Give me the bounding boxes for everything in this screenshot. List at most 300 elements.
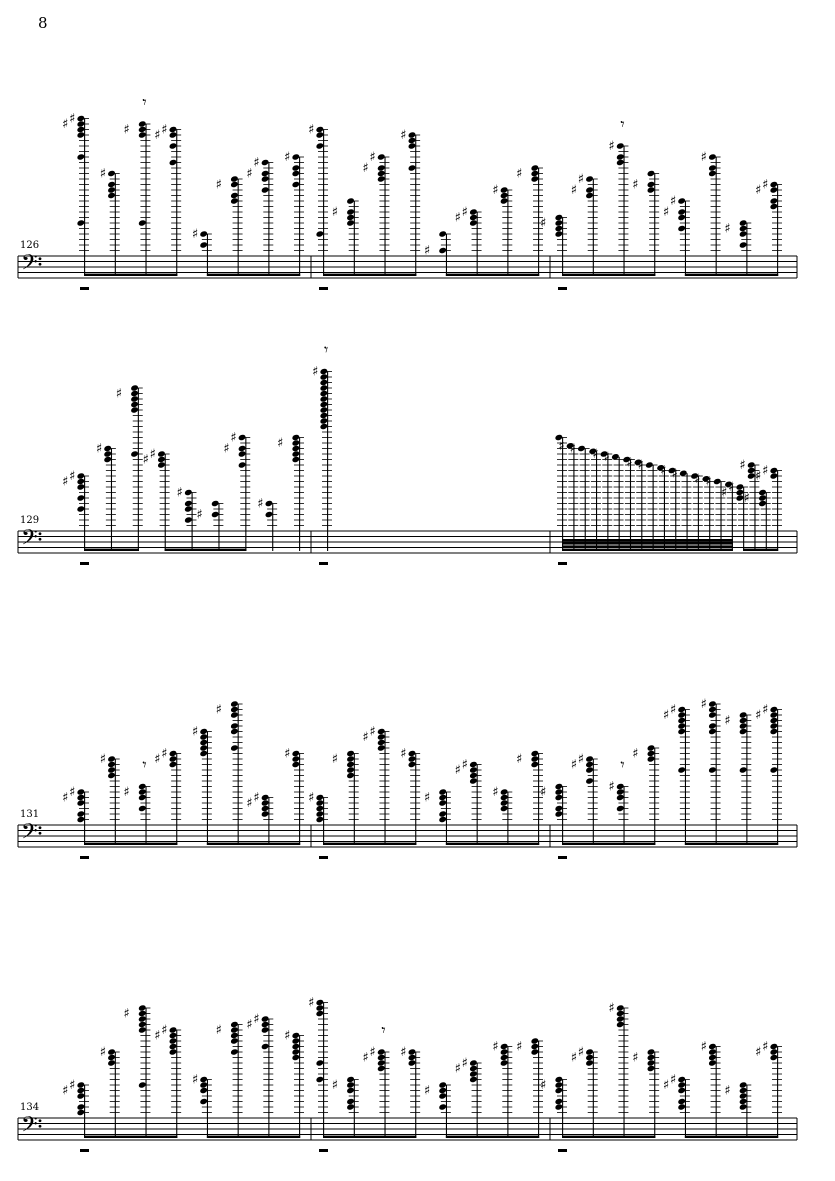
notehead bbox=[138, 805, 147, 812]
notehead bbox=[316, 794, 325, 801]
sharp-icon: ♯ bbox=[284, 1028, 291, 1044]
notehead bbox=[77, 472, 86, 479]
notehead bbox=[739, 241, 748, 248]
beam bbox=[562, 1136, 655, 1138]
notehead bbox=[585, 186, 594, 193]
notehead bbox=[138, 1015, 147, 1022]
notehead bbox=[408, 755, 417, 762]
eighth-rest-icon: 𝄾 bbox=[324, 340, 329, 359]
sharp-icon: ♯ bbox=[369, 724, 376, 740]
notehead bbox=[770, 766, 779, 773]
notehead bbox=[708, 766, 717, 773]
notehead bbox=[77, 799, 86, 806]
notehead bbox=[157, 456, 166, 463]
sharp-icon: ♯ bbox=[215, 177, 222, 193]
sharp-icon: ♯ bbox=[570, 757, 578, 773]
eighth-rest-icon: 𝄾 bbox=[620, 114, 625, 134]
notehead bbox=[377, 1065, 386, 1072]
sharp-icon: ♯ bbox=[540, 785, 547, 800]
measure-number: 126 bbox=[20, 240, 40, 251]
whole-rest bbox=[319, 856, 328, 859]
notehead bbox=[377, 1048, 386, 1055]
notehead bbox=[346, 1081, 355, 1088]
measure-number: 131 bbox=[20, 809, 40, 820]
sharp-icon: ♯ bbox=[369, 150, 376, 165]
sharp-icon: ♯ bbox=[196, 507, 203, 523]
beam bbox=[207, 843, 300, 845]
notehead bbox=[739, 711, 748, 718]
sharp-icon: ♯ bbox=[637, 458, 644, 473]
notehead bbox=[346, 750, 355, 757]
notehead bbox=[320, 417, 329, 424]
notehead bbox=[585, 1054, 594, 1061]
notehead bbox=[770, 197, 779, 204]
notehead bbox=[77, 483, 86, 490]
notehead bbox=[408, 142, 417, 149]
notehead bbox=[130, 395, 139, 402]
whole-rest bbox=[319, 287, 328, 290]
bass-clef-icon: 𝄢 bbox=[21, 1112, 38, 1143]
notehead bbox=[230, 1032, 239, 1039]
notehead bbox=[169, 126, 178, 133]
notehead bbox=[616, 142, 625, 149]
notehead bbox=[138, 783, 147, 790]
notehead bbox=[408, 131, 417, 138]
notehead bbox=[346, 214, 355, 221]
sharp-icon: ♯ bbox=[700, 150, 707, 165]
beam bbox=[323, 1136, 416, 1138]
notehead bbox=[169, 142, 178, 149]
sharp-icon: ♯ bbox=[257, 496, 264, 512]
notehead bbox=[238, 450, 247, 457]
notehead bbox=[230, 722, 239, 729]
notehead bbox=[739, 722, 748, 729]
notehead bbox=[647, 1065, 656, 1072]
notehead bbox=[555, 794, 564, 801]
sharp-icon: ♯ bbox=[246, 796, 253, 811]
notehead bbox=[531, 164, 540, 171]
notehead bbox=[238, 461, 247, 468]
notehead bbox=[677, 711, 686, 718]
notehead bbox=[77, 788, 86, 795]
notehead bbox=[677, 1076, 686, 1083]
notehead bbox=[320, 368, 329, 375]
notehead bbox=[320, 423, 329, 430]
beam bbox=[685, 1136, 778, 1138]
sharp-icon: ♯ bbox=[284, 150, 291, 165]
notehead bbox=[647, 755, 656, 762]
notehead bbox=[770, 1043, 779, 1050]
notehead bbox=[770, 717, 779, 724]
notehead bbox=[261, 186, 270, 193]
sharp-icon: ♯ bbox=[331, 752, 339, 767]
notehead bbox=[585, 755, 594, 762]
sharp-icon: ♯ bbox=[516, 166, 523, 182]
eighth-rest-icon: 𝄾 bbox=[142, 755, 147, 774]
notehead bbox=[157, 461, 166, 468]
notehead bbox=[469, 214, 478, 221]
sharp-icon: ♯ bbox=[762, 463, 769, 479]
notehead bbox=[320, 401, 329, 408]
notehead bbox=[77, 1081, 86, 1088]
notehead bbox=[77, 1109, 86, 1116]
notehead bbox=[316, 230, 325, 237]
notehead bbox=[677, 197, 686, 204]
beam bbox=[562, 539, 733, 541]
notehead bbox=[320, 379, 329, 386]
sharp-icon: ♯ bbox=[312, 364, 319, 380]
notehead bbox=[555, 805, 564, 812]
notehead bbox=[107, 192, 116, 199]
whole-rest bbox=[319, 1149, 328, 1152]
notehead bbox=[77, 505, 86, 512]
sharp-icon: ♯ bbox=[99, 752, 107, 767]
notehead bbox=[292, 181, 301, 188]
notehead bbox=[469, 1065, 478, 1072]
notehead bbox=[677, 1103, 686, 1110]
measure-number: 134 bbox=[20, 1102, 40, 1113]
page-number: 8 bbox=[38, 14, 48, 32]
beam bbox=[84, 1136, 177, 1138]
notehead bbox=[261, 794, 270, 801]
sharp-icon: ♯ bbox=[662, 205, 670, 220]
notehead bbox=[130, 384, 139, 391]
notehead bbox=[647, 170, 656, 177]
notehead bbox=[320, 406, 329, 413]
notehead bbox=[316, 1004, 325, 1011]
notehead bbox=[770, 706, 779, 713]
sharp-icon: ♯ bbox=[308, 995, 315, 1011]
sharp-icon: ♯ bbox=[362, 730, 369, 745]
notehead bbox=[770, 728, 779, 735]
sharp-icon: ♯ bbox=[669, 702, 677, 718]
notehead bbox=[346, 1087, 355, 1094]
beam bbox=[446, 1136, 539, 1138]
notehead bbox=[708, 164, 717, 171]
beam bbox=[562, 542, 733, 544]
notehead bbox=[346, 219, 355, 226]
sharp-icon: ♯ bbox=[660, 463, 667, 479]
notehead bbox=[438, 799, 447, 806]
notehead bbox=[616, 1021, 625, 1028]
sharp-icon: ♯ bbox=[762, 177, 769, 193]
notehead bbox=[103, 450, 112, 457]
sharp-icon: ♯ bbox=[284, 746, 291, 762]
sharp-icon: ♯ bbox=[423, 1083, 431, 1099]
notehead bbox=[265, 500, 274, 507]
sharp-icon: ♯ bbox=[277, 436, 284, 451]
notehead bbox=[377, 744, 386, 751]
notehead bbox=[708, 1059, 717, 1066]
notehead bbox=[103, 445, 112, 452]
notehead bbox=[708, 1048, 717, 1055]
beam bbox=[446, 843, 539, 845]
sharp-icon: ♯ bbox=[99, 1045, 107, 1060]
sharp-icon: ♯ bbox=[669, 1072, 677, 1088]
notehead bbox=[408, 750, 417, 757]
notehead bbox=[758, 489, 767, 496]
notehead bbox=[770, 203, 779, 210]
notehead bbox=[713, 478, 722, 485]
sharp-icon: ♯ bbox=[154, 128, 161, 143]
beam bbox=[562, 274, 655, 276]
notehead bbox=[555, 214, 564, 221]
notehead bbox=[770, 711, 779, 718]
notehead bbox=[292, 170, 301, 177]
beam bbox=[84, 274, 177, 276]
sharp-icon: ♯ bbox=[215, 702, 222, 718]
sharp-icon: ♯ bbox=[516, 752, 523, 767]
sharp-icon: ♯ bbox=[626, 455, 633, 471]
bass-clef-icon: 𝄢 bbox=[21, 525, 38, 556]
notehead bbox=[377, 728, 386, 735]
notehead bbox=[500, 1043, 509, 1050]
notehead bbox=[438, 810, 447, 817]
notehead bbox=[320, 390, 329, 397]
notehead bbox=[739, 717, 748, 724]
notehead bbox=[130, 390, 139, 397]
sharp-icon: ♯ bbox=[603, 449, 610, 465]
notehead bbox=[261, 810, 270, 817]
notehead bbox=[292, 434, 301, 441]
notehead bbox=[408, 1054, 417, 1061]
notehead bbox=[316, 1076, 325, 1083]
notehead bbox=[138, 1021, 147, 1028]
sharp-icon: ♯ bbox=[608, 139, 615, 154]
notehead bbox=[77, 219, 86, 226]
notehead bbox=[107, 761, 116, 768]
beam bbox=[562, 549, 733, 551]
sharp-icon: ♯ bbox=[558, 438, 565, 454]
sharp-icon: ♯ bbox=[492, 183, 499, 198]
notehead bbox=[261, 1021, 270, 1028]
notehead bbox=[261, 170, 270, 177]
notehead bbox=[770, 722, 779, 729]
notehead bbox=[199, 728, 208, 735]
notehead bbox=[469, 219, 478, 226]
notehead bbox=[77, 1103, 86, 1110]
sharp-icon: ♯ bbox=[461, 757, 468, 773]
sharp-icon: ♯ bbox=[608, 1001, 615, 1016]
sharp-icon: ♯ bbox=[99, 166, 107, 182]
notehead bbox=[346, 772, 355, 779]
notehead bbox=[500, 794, 509, 801]
notehead bbox=[199, 744, 208, 751]
sharp-icon: ♯ bbox=[632, 1050, 639, 1066]
notehead bbox=[230, 706, 239, 713]
notehead bbox=[377, 153, 386, 160]
notehead bbox=[408, 137, 417, 144]
notehead bbox=[758, 494, 767, 501]
notehead bbox=[77, 115, 86, 122]
notehead bbox=[316, 816, 325, 823]
notehead bbox=[107, 1054, 116, 1061]
notehead bbox=[107, 181, 116, 188]
notehead bbox=[531, 175, 540, 182]
whole-rest bbox=[80, 1149, 89, 1152]
sharp-icon: ♯ bbox=[253, 790, 260, 806]
notehead bbox=[261, 1015, 270, 1022]
notehead bbox=[585, 1059, 594, 1066]
notehead bbox=[230, 1037, 239, 1044]
sharp-icon: ♯ bbox=[69, 1078, 76, 1093]
notehead bbox=[77, 1087, 86, 1094]
sharp-icon: ♯ bbox=[755, 1045, 762, 1060]
notehead bbox=[585, 766, 594, 773]
sharp-icon: ♯ bbox=[62, 117, 69, 132]
notehead bbox=[346, 197, 355, 204]
notehead bbox=[555, 810, 564, 817]
notehead bbox=[230, 1048, 239, 1055]
notehead bbox=[261, 175, 270, 182]
notehead bbox=[739, 1081, 748, 1088]
notehead bbox=[199, 739, 208, 746]
notehead bbox=[438, 794, 447, 801]
notehead bbox=[585, 761, 594, 768]
sharp-icon: ♯ bbox=[743, 491, 750, 506]
sharp-icon: ♯ bbox=[461, 205, 468, 220]
notehead bbox=[531, 750, 540, 757]
notehead bbox=[211, 511, 220, 518]
notehead bbox=[469, 1076, 478, 1083]
sharp-icon: ♯ bbox=[632, 746, 639, 762]
notehead bbox=[677, 766, 686, 773]
notehead bbox=[770, 1054, 779, 1061]
sharp-icon: ♯ bbox=[253, 1012, 260, 1027]
notehead bbox=[346, 755, 355, 762]
notehead bbox=[736, 483, 745, 490]
sharp-icon: ♯ bbox=[191, 1072, 199, 1088]
sharp-icon: ♯ bbox=[253, 155, 260, 171]
notehead bbox=[377, 170, 386, 177]
notehead bbox=[708, 170, 717, 177]
notehead bbox=[77, 794, 86, 801]
notehead bbox=[316, 1010, 325, 1017]
notehead bbox=[230, 700, 239, 707]
notehead bbox=[184, 505, 193, 512]
beam bbox=[446, 274, 539, 276]
notehead bbox=[677, 225, 686, 232]
notehead bbox=[708, 728, 717, 735]
sharp-icon: ♯ bbox=[540, 1078, 547, 1093]
notehead bbox=[377, 1059, 386, 1066]
notehead bbox=[230, 192, 239, 199]
notehead bbox=[169, 1026, 178, 1033]
notehead bbox=[292, 153, 301, 160]
notehead bbox=[577, 445, 586, 452]
notehead bbox=[77, 153, 86, 160]
notehead bbox=[107, 1059, 116, 1066]
notehead bbox=[230, 1026, 239, 1033]
notehead bbox=[169, 1037, 178, 1044]
notehead bbox=[199, 1081, 208, 1088]
notehead bbox=[292, 761, 301, 768]
notehead bbox=[616, 1015, 625, 1022]
notehead bbox=[138, 1010, 147, 1017]
notehead bbox=[555, 1103, 564, 1110]
notehead bbox=[77, 810, 86, 817]
sharp-icon: ♯ bbox=[492, 785, 499, 800]
notehead bbox=[77, 1092, 86, 1099]
notehead bbox=[677, 706, 686, 713]
notehead bbox=[438, 230, 447, 237]
notehead bbox=[758, 500, 767, 507]
notehead bbox=[531, 755, 540, 762]
notehead bbox=[107, 766, 116, 773]
notehead bbox=[265, 511, 274, 518]
notehead bbox=[320, 384, 329, 391]
notehead bbox=[377, 733, 386, 740]
clef-dot bbox=[39, 1119, 42, 1122]
sharp-icon: ♯ bbox=[246, 1017, 253, 1033]
notehead bbox=[438, 788, 447, 795]
sharp-icon: ♯ bbox=[191, 227, 199, 242]
notehead bbox=[292, 456, 301, 463]
notehead bbox=[292, 164, 301, 171]
notehead bbox=[616, 783, 625, 790]
clef-dot bbox=[39, 826, 42, 829]
sharp-icon: ♯ bbox=[331, 1078, 339, 1093]
notehead bbox=[316, 799, 325, 806]
bass-clef-icon: 𝄢 bbox=[21, 250, 38, 281]
notehead bbox=[138, 788, 147, 795]
clef-dot bbox=[39, 263, 42, 266]
notehead bbox=[739, 1098, 748, 1105]
whole-rest bbox=[319, 562, 328, 565]
notehead bbox=[316, 805, 325, 812]
notehead bbox=[677, 1087, 686, 1094]
notehead bbox=[531, 1048, 540, 1055]
notehead bbox=[585, 777, 594, 784]
sharp-icon: ♯ bbox=[454, 763, 461, 778]
notehead bbox=[230, 728, 239, 735]
notehead bbox=[77, 816, 86, 823]
notehead bbox=[469, 208, 478, 215]
notehead bbox=[77, 494, 86, 501]
notehead bbox=[739, 1103, 748, 1110]
sharp-icon: ♯ bbox=[608, 779, 615, 795]
sharp-icon: ♯ bbox=[454, 1061, 461, 1077]
notehead bbox=[616, 159, 625, 166]
sharp-icon: ♯ bbox=[755, 469, 762, 484]
measure-number: 129 bbox=[20, 515, 40, 526]
notehead bbox=[438, 816, 447, 823]
notehead bbox=[230, 1021, 239, 1028]
notehead bbox=[77, 478, 86, 485]
sharp-icon: ♯ bbox=[755, 708, 762, 723]
notehead bbox=[739, 1092, 748, 1099]
sharp-icon: ♯ bbox=[461, 1056, 468, 1071]
notehead bbox=[169, 750, 178, 757]
sharp-icon: ♯ bbox=[632, 177, 639, 193]
notehead bbox=[677, 1098, 686, 1105]
notehead bbox=[138, 794, 147, 801]
notehead bbox=[292, 1043, 301, 1050]
sharp-icon: ♯ bbox=[694, 471, 701, 487]
notehead bbox=[169, 1043, 178, 1050]
notehead bbox=[677, 717, 686, 724]
sharp-icon: ♯ bbox=[762, 702, 769, 718]
eighth-rest-icon: 𝄾 bbox=[620, 755, 625, 774]
notehead bbox=[316, 1059, 325, 1066]
beam bbox=[685, 843, 778, 845]
notehead bbox=[346, 1076, 355, 1083]
notehead bbox=[531, 1037, 540, 1044]
notehead bbox=[211, 500, 220, 507]
notehead bbox=[739, 219, 748, 226]
notehead bbox=[500, 1048, 509, 1055]
notehead bbox=[408, 164, 417, 171]
